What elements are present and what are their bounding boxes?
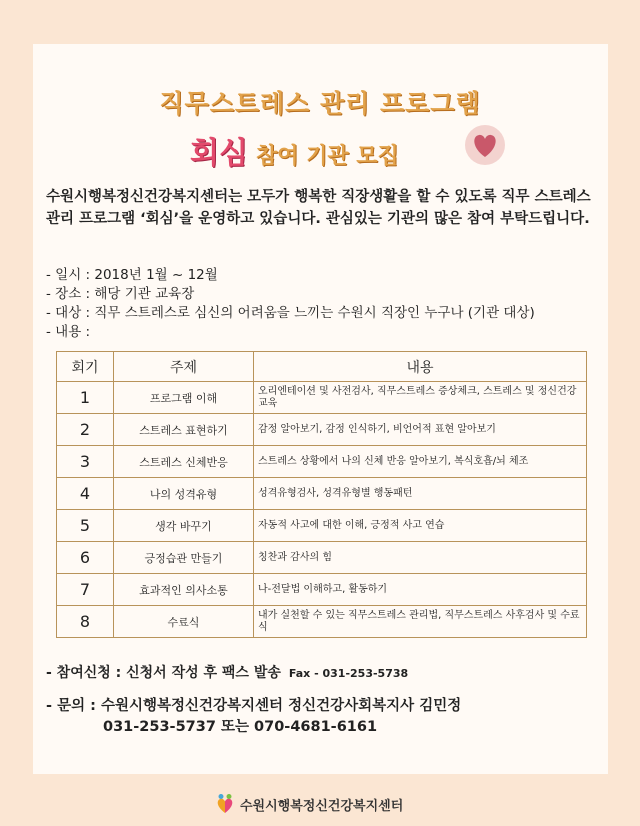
application-text: - 참여신청 : 신청서 작성 후 팩스 발송: [46, 665, 281, 681]
program-name-highlight: 회심: [190, 136, 248, 171]
table-row: [57, 510, 587, 542]
session-topic: 긍정습관 만들기: [114, 542, 254, 574]
intro-paragraph: 수원시행복정신건강복지센터는 모두가 행복한 직장생활을 할 수 있도록 직무 스트레스 관리 프로그램 ‘회심’을 운영하고 있습니다. 관심있는 기관의 많은 참여 부탁드립니다.: [46, 189, 591, 227]
application-info: [46, 662, 408, 682]
info-date: - 일시 : 2018년 1월 ~ 12월: [46, 267, 218, 283]
fax-number: Fax - 031-253-5738: [288, 667, 409, 680]
session-topic: 효과적인 의사소통: [114, 574, 254, 606]
program-schedule-table: [56, 351, 587, 638]
program-title: 직무스트레스 관리 프로그램: [159, 89, 481, 118]
session-number: 4: [57, 478, 114, 510]
session-number: 1: [57, 382, 114, 414]
contact-info: [46, 696, 461, 738]
session-number: 7: [57, 574, 114, 606]
heart-icon: [464, 124, 506, 166]
session-content: 내가 실천할 수 있는 직무스트레스 관리법, 직무스트레스 사후검사 및 수료식: [254, 606, 587, 638]
session-content: 자동적 사고에 대한 이해, 긍정적 사고 연습: [254, 510, 587, 542]
header-session: 회기: [57, 352, 114, 382]
table-row: [57, 574, 587, 606]
contact-phone: 031-253-5737 또는 070-4681-6161: [103, 719, 378, 735]
header-content: 내용: [254, 352, 587, 382]
session-content: 나-전달법 이해하고, 활동하기: [254, 574, 587, 606]
info-place: - 장소 : 해당 기관 교육장: [46, 286, 195, 302]
session-content: 칭찬과 감사의 힘: [254, 542, 587, 574]
table-header-row: [57, 352, 587, 382]
session-topic: 프로그램 이해: [114, 382, 254, 414]
info-content-label: - 내용 :: [46, 324, 91, 340]
contact-person: - 문의 : 수원시행복정신건강복지센터 정신건강사회복지사 김민정: [46, 698, 462, 714]
session-topic: 스트레스 표현하기: [114, 414, 254, 446]
session-content: 감정 알아보기, 감정 인식하기, 비언어적 표현 알아보기: [254, 414, 587, 446]
session-number: 3: [57, 446, 114, 478]
table-row: [57, 446, 587, 478]
heart-logo-icon: [214, 793, 236, 815]
session-topic: 나의 성격유형: [114, 478, 254, 510]
session-content: 스트레스 상황에서 나의 신체 반응 알아보기, 복식호흡/뇌 체조: [254, 446, 587, 478]
footer-org-name: 수원시행복정신건강복지센터: [240, 798, 404, 814]
info-target: - 대상 : 직무 스트레스로 심신의 어려움을 느끼는 수원시 직장인 누구나 (기관 대상): [46, 305, 535, 321]
table-row: [57, 542, 587, 574]
session-number: 6: [57, 542, 114, 574]
recruit-title-rest: 참여 기관 모집: [255, 144, 399, 169]
session-content: 성격유형검사, 성격유형별 행동패턴: [254, 478, 587, 510]
info-list: [46, 266, 606, 342]
session-number: 2: [57, 414, 114, 446]
table-row: [57, 478, 587, 510]
header-topic: 주제: [114, 352, 254, 382]
session-topic: 생각 바꾸기: [114, 510, 254, 542]
table-row: [57, 414, 587, 446]
session-topic: 스트레스 신체반응: [114, 446, 254, 478]
session-number: 5: [57, 510, 114, 542]
table-row: [57, 382, 587, 414]
table-row: [57, 606, 587, 638]
session-content: 오리엔테이션 및 사전검사, 직무스트레스 증상체크, 스트레스 및 정신건강교육: [254, 382, 587, 414]
session-topic: 수료식: [114, 606, 254, 638]
footer-logo: [214, 792, 403, 816]
session-number: 8: [57, 606, 114, 638]
recruit-title: [190, 128, 399, 171]
